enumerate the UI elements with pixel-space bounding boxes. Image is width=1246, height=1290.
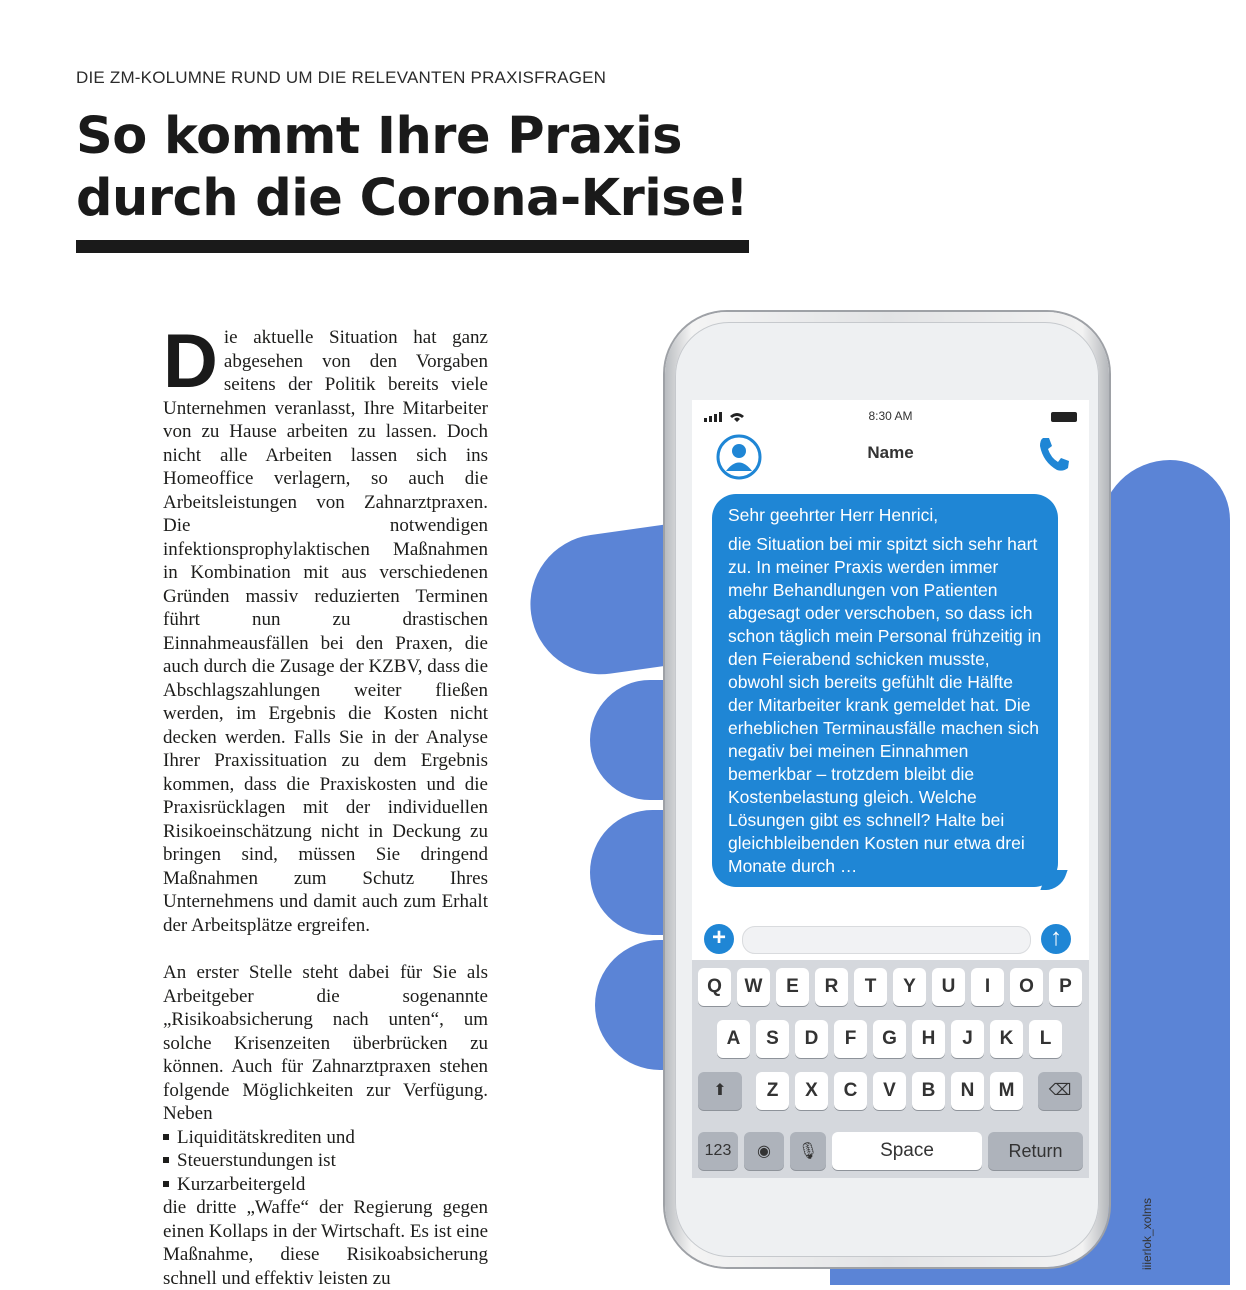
message-closing: Vielen Dank! — [728, 885, 827, 905]
message-input[interactable] — [742, 926, 1031, 954]
key-g[interactable]: G — [873, 1020, 906, 1058]
key-h[interactable]: H — [912, 1020, 945, 1058]
headline — [76, 106, 748, 230]
bullet-icon — [163, 1134, 169, 1140]
contact-name: Name — [867, 443, 914, 462]
globe-key[interactable]: ◉ — [744, 1132, 784, 1170]
paragraph-3: die dritte „Waffe“ der Regierung gegen einen Kollaps in der Wirtschaft. Es ist eine Maßnahme, diese Risikoabsicherung schnell und effektiv leisten zu — [163, 1197, 488, 1289]
key-f[interactable]: F — [834, 1020, 867, 1058]
key-b[interactable]: B — [912, 1072, 945, 1110]
phone-call-icon[interactable] — [1035, 434, 1071, 474]
key-e[interactable]: E — [776, 968, 809, 1006]
paragraph-1 — [163, 319, 488, 937]
article-body — [163, 319, 488, 1290]
key-o[interactable]: O — [1010, 968, 1043, 1006]
bullet-text: Steuerstundungen ist — [177, 1150, 336, 1171]
key-j[interactable]: J — [951, 1020, 984, 1058]
headline-rule — [76, 240, 749, 253]
phone-screen — [692, 400, 1089, 1135]
key-m[interactable]: M — [990, 1072, 1023, 1110]
key-c[interactable]: C — [834, 1072, 867, 1110]
bullet-icon — [163, 1181, 169, 1187]
key-i[interactable]: I — [971, 968, 1004, 1006]
photo-credit: iiierlok_xolms — [1140, 1197, 1154, 1270]
message-body: die Situation bei mir spitzt sich sehr hart zu. In meiner Praxis werden immer mehr Behandlungen von Patienten abgesagt oder verschoben, so dass ich schon täglich mein Personal frühzeitig in den Feierabend schicken musste, obwohl sich bereits gefühlt die Hälfte der Mitarbeiter krank gemeldet hat. Die erheblichen Terminausfälle machen sich negativ bei meinen Einnahmen bemerkbar – trotzdem bleibt die Kostenbelastung gleich. Welche Lösungen gibt es schnell? Halte bei gleichbleibenden Kosten nur etwa drei Monate durch … — [728, 534, 1042, 876]
return-key[interactable]: Return — [988, 1132, 1083, 1170]
numbers-key[interactable]: 123 — [698, 1132, 738, 1170]
headline-line-2: durch die Corona-Krise! — [76, 169, 748, 228]
key-y[interactable]: Y — [893, 968, 926, 1006]
key-n[interactable]: N — [951, 1072, 984, 1110]
status-bar — [692, 400, 1089, 430]
kicker: DIE ZM-KOLUMNE RUND UM DIE RELEVANTEN PRAXISFRAGEN — [76, 68, 607, 87]
key-z[interactable]: Z — [756, 1072, 789, 1110]
shift-key[interactable]: ⬆ — [698, 1072, 742, 1110]
bullet-text: Kurzarbeitergeld — [177, 1173, 306, 1195]
send-button[interactable]: ↑ — [1041, 924, 1071, 954]
bullet-text: Liquiditätskrediten und — [177, 1126, 355, 1148]
key-r[interactable]: R — [815, 968, 848, 1006]
add-attachment-button[interactable]: + — [704, 924, 734, 954]
key-k[interactable]: K — [990, 1020, 1023, 1058]
backspace-key[interactable]: ⌫ — [1038, 1072, 1082, 1110]
battery-icon — [1051, 412, 1077, 422]
bullet-item — [163, 1173, 488, 1197]
key-l[interactable]: L — [1029, 1020, 1062, 1058]
keyboard-bottom-row — [692, 1128, 1089, 1178]
message-greeting: Sehr geehrter Herr Henrici, — [728, 505, 939, 525]
contact-bar — [692, 430, 1089, 490]
keyboard — [692, 960, 1089, 1135]
bullet-item — [163, 1126, 488, 1150]
status-time: 8:30 AM — [868, 409, 913, 423]
message-bubble — [712, 494, 1058, 905]
key-v[interactable]: V — [873, 1072, 906, 1110]
message-input-row — [692, 920, 1089, 960]
bullet-list — [163, 1126, 488, 1197]
key-s[interactable]: S — [756, 1020, 789, 1058]
key-w[interactable]: W — [737, 968, 770, 1006]
paragraph-2: An erster Stelle steht dabei für Sie als Arbeitgeber die sogenannte „Risikoabsicherung nach unten“, um solche Krisenzeiten überbrücken zu können. Auch für Zahnarztpraxen stehen folgende Möglichkeiten zur Verfügung. Neben — [163, 962, 488, 1124]
headline-line-1: So kommt Ihre Praxis — [76, 107, 682, 166]
paragraph-1-text: ie aktuelle Situation hat ganz abgesehen von den Vorgaben seitens der Politik bereits viele Unternehmen veranlasst, Ihre Mitarbeiter von zu Hause arbeiten zu lassen. Doch nicht alle Arbeiten lassen sich ins Homeoffice verlagern, so auch die Arbeitsleistungen von Zahnarztpraxen. Die notwendigen infektionsprophylaktischen Maßnahmen in Kombination mit aus verschiedenen Gründen massiv reduzierten Terminen führt nun zu drastischen Einnahmeausfällen bei den Praxen, die auch durch die Zusage der KZBV, dass die Abschlagszahlungen weiter fließen werden, im Ergebnis die Kosten nicht decken werden. Falls Sie in der Analyse Ihrer Praxissituation zu dem Ergebnis kommen, dass die Praxiskosten und die Praxisrücklagen mit der individuellen Risikoeinschätzung nicht in Deckung zu bringen sind, müssen Sie dringend Maßnahmen zum Schutz Ihres Unternehmens und damit auch zum Erhalt der Arbeitsplätze ergreifen. — [163, 327, 488, 936]
key-x[interactable]: X — [795, 1072, 828, 1110]
glove-thumb — [1100, 460, 1230, 1180]
key-t[interactable]: T — [854, 968, 887, 1006]
key-u[interactable]: U — [932, 968, 965, 1006]
mic-key[interactable]: 🎙 — [790, 1132, 826, 1170]
key-p[interactable]: P — [1049, 968, 1082, 1006]
bullet-item — [163, 1149, 488, 1173]
key-q[interactable]: Q — [698, 968, 731, 1006]
dropcap: D — [163, 319, 218, 404]
key-d[interactable]: D — [795, 1020, 828, 1058]
space-key[interactable]: Space — [832, 1132, 982, 1170]
bullet-icon — [163, 1157, 169, 1163]
key-a[interactable]: A — [717, 1020, 750, 1058]
